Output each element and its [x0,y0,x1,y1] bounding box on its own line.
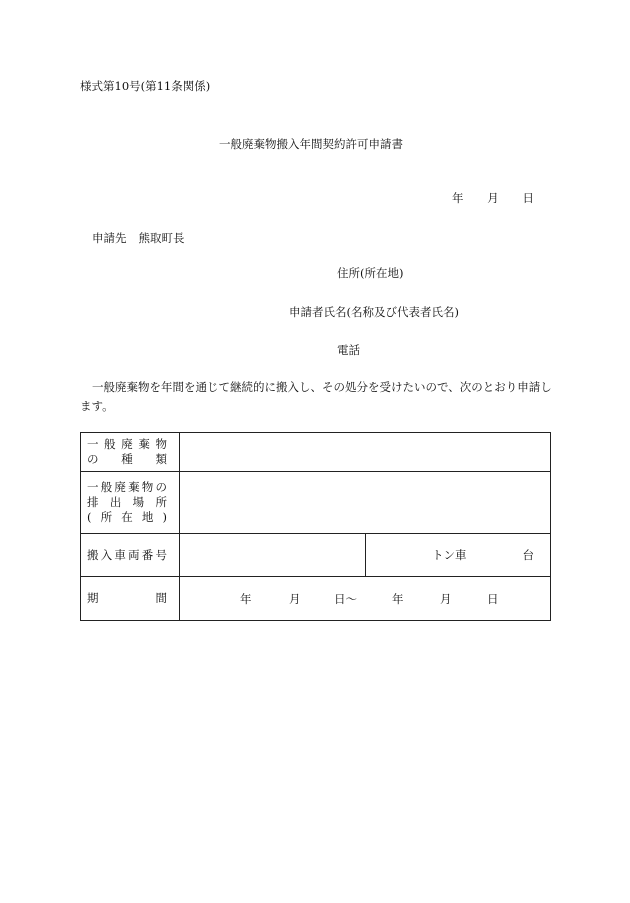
label-char: の [155,480,167,494]
period-end-day: 日 [487,591,499,606]
period-start-month: 月 [289,591,301,606]
label-char: 一 [87,437,99,451]
label-char: 間 [155,591,167,605]
label-char: 種 [121,452,133,466]
label-char: 物 [155,437,167,451]
period-label [81,577,180,621]
label-char: 搬 [87,547,99,562]
label-char: 期 [87,591,99,605]
vehicle-number-label [81,534,180,577]
discharge-location-label [81,472,180,534]
label-char: 出 [109,495,122,509]
date-day-label: 日 [522,191,534,205]
date-year-label: 年 [452,191,464,205]
label-char: 所 [100,510,113,524]
table-row-vehicle-number [81,534,551,577]
form-number: 様式第10号(第11条関係) [80,79,211,93]
table-row-discharge-location [81,472,551,534]
label-char: 廃 [121,437,133,451]
label-char: 番 [141,547,154,562]
label-char: 車 [114,547,126,562]
period-end-year: 年 [392,591,404,606]
application-body-text: 一般廃棄物を年間を通じて継続的に搬入し、その処分を受けたいので、次のとおり申請します。 [80,380,552,413]
label-char: 物 [141,480,154,494]
addressee-label: 申請先 [92,231,127,245]
applicant-phone-label: 電話 [337,343,360,357]
label-char: 号 [155,547,167,562]
label-char: 入 [100,547,113,562]
label-char: 所 [155,495,167,509]
label-char: 在 [121,510,133,524]
period-end-month: 月 [440,591,452,606]
label-char: 棄 [128,480,140,494]
period-field[interactable] [180,577,551,621]
discharge-location-field[interactable] [180,472,551,534]
label-char: 類 [155,452,167,466]
label-char: 般 [104,437,116,451]
period-start-day: 日〜 [334,591,357,606]
ton-truck-unit: トン車 [432,548,467,562]
label-char: 一 [87,480,99,494]
label-char: ) [162,510,167,524]
vehicle-number-field[interactable] [180,534,366,577]
vehicle-capacity-field[interactable] [365,534,551,577]
label-char: 場 [132,495,145,509]
label-char: 廃 [114,480,126,494]
document-title: 一般廃棄物搬入年間契約許可申請書 [219,137,403,151]
applicant-address-label: 住所(所在地) [337,266,404,280]
date-month-label: 月 [487,191,499,205]
period-start-year: 年 [240,591,252,606]
table-row-period [81,577,551,621]
applicant-name-label: 申請者氏名(名称及び代表者氏名) [289,305,459,319]
label-char: の [87,452,99,466]
label-char: 排 [87,495,99,509]
label-char: 般 [100,480,113,494]
date-line [452,193,534,205]
label-char: ( [87,510,92,524]
waste-type-field[interactable] [180,433,551,472]
addressee [92,233,185,245]
vehicle-count-unit: 台 [522,548,534,562]
table-row-waste-type [81,433,551,472]
application-form-table [80,432,551,621]
addressee-name: 熊取町長 [138,231,185,245]
label-char: 棄 [138,437,150,451]
waste-type-label [81,433,180,472]
label-char: 地 [141,510,154,524]
label-char: 両 [128,547,140,562]
